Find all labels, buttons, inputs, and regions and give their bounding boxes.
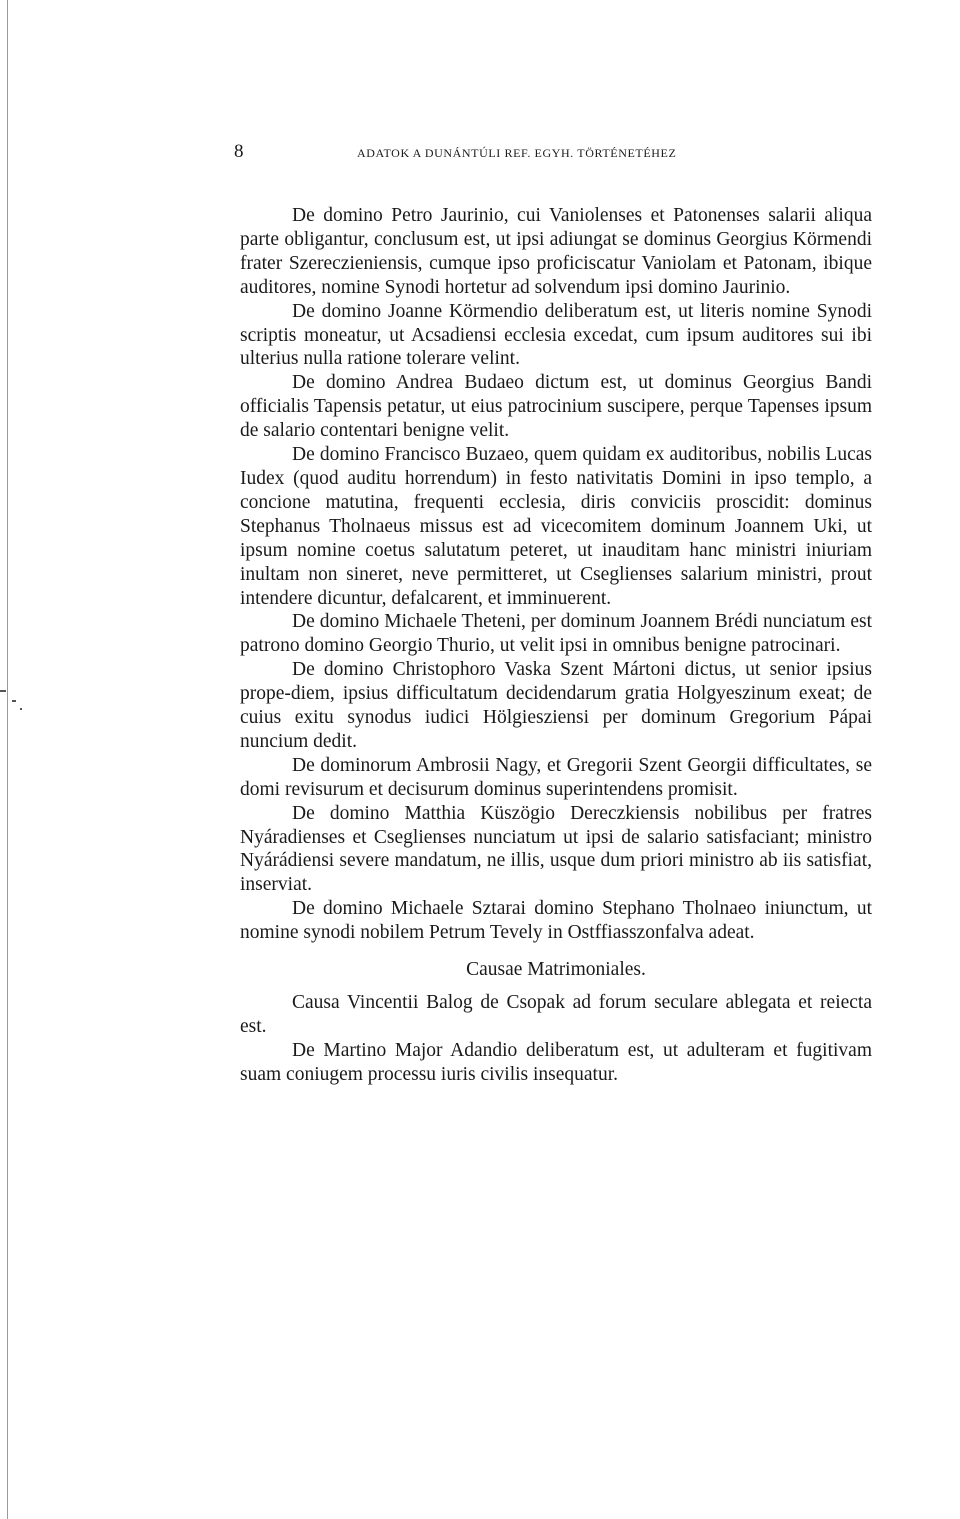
paragraph: De domino Joanne Körmendio deliberatum est, ut literis nomine Synodi scriptis moneatur, ut Acsadiensi ecclesia excedat, cum ipsum auditores sui ibi ulterius nulla ratione tolerare velint. xyxy=(240,300,872,370)
paragraph: De domino Francisco Buzaeo, quem quidam ex auditoribus, nobilis Lucas Iudex (quod auditu horrendum) in festo nativitatis Domini in ipso templo, a concione matutina, frequenti ecclesia, diris conviciis proscidit: dominus Stephanus Tholnaeus missus est ad vicecomitem dominum Joannem Uki, ut ipsum nomine coetus salutatum peteret, ut inauditam hanc ministri iniuriam inultam non sineret, neve permitteret, ut Cseglienses salarium ministri, prout intendere dicuntur, defalcarent, et imminuerent. xyxy=(240,444,872,609)
paragraph: De domino Michaele Theteni, per dominum Joannem Brédi nunciatum est patrono domino Georgio Thurio, ut velit ipsi in omnibus benigne patrocinari. xyxy=(240,611,872,657)
page-header xyxy=(234,141,872,167)
main-text xyxy=(240,204,872,1087)
scan-speck xyxy=(12,700,16,702)
running-head: ADATOK A DUNÁNTÚLI REF. EGYH. TÖRTÉNETÉHEZ xyxy=(357,146,677,160)
paragraph: De dominorum Ambrosii Nagy, et Gregorii Szent Georgii difficultates, se domi revisurum et decisurum dominus superintendens promisit. xyxy=(240,754,872,800)
paragraph: De domino Christophoro Vaska Szent Mártoni dictus, ut senior ipsius prope-diem, ipsius difficultatum decidendarum gratia Holgyeszinum exeat; de cuius exitu synodus iudici Hölgiesziensi per dominum Gregorium Pápai nuncium dedit. xyxy=(240,659,872,752)
scan-speck xyxy=(0,690,6,692)
scan-speck xyxy=(20,708,22,710)
paragraph: De domino Andrea Budaeo dictum est, ut dominus Georgius Bandi officialis Tapensis petatur, ut eius patrocinium suscipere, perque Tapenses ipsum de salario contentari benigne velit. xyxy=(240,372,872,442)
section-title: Causae Matrimoniales. xyxy=(466,959,646,981)
paragraph: De domino Michaele Sztarai domino Stephano Tholnaeo iniunctum, ut nomine synodi nobilem Petrum Tevely in Ostffiasszonfalva adeat. xyxy=(240,898,872,944)
page-number: 8 xyxy=(234,141,244,162)
paragraph: De domino Petro Jaurinio, cui Vaniolenses et Patonenses salarii aliqua parte obligantur, conclusum est, ut ipsi adiungat se dominus Georgius Körmendi frater Szereczieniensis, cumque ipso proficiscatur Vaniolam et Patonam, ibique auditores, nomine Synodi hortetur ad solvendum ipsi domino Jaurinio. xyxy=(240,205,872,298)
paragraph: De Martino Major Adandio deliberatum est, ut adulteram et fugitivam suam coniugem processu iuris civilis insequatur. xyxy=(240,1039,872,1085)
paragraph: De domino Matthia Küszögio Dereczkiensis nobilibus per fratres Nyáradienses et Cseglienses nunciatum ut ipsi de salario satisfaciant; ministro Nyárádiensi severe mandatum, ne illis, usque dum priori ministro ab iis satisfiat, inserviat. xyxy=(240,802,872,896)
paragraph: Causa Vincentii Balog de Csopak ad forum seculare ablegata et reiecta est. xyxy=(240,992,872,1037)
scan-edge-line xyxy=(7,0,8,1519)
